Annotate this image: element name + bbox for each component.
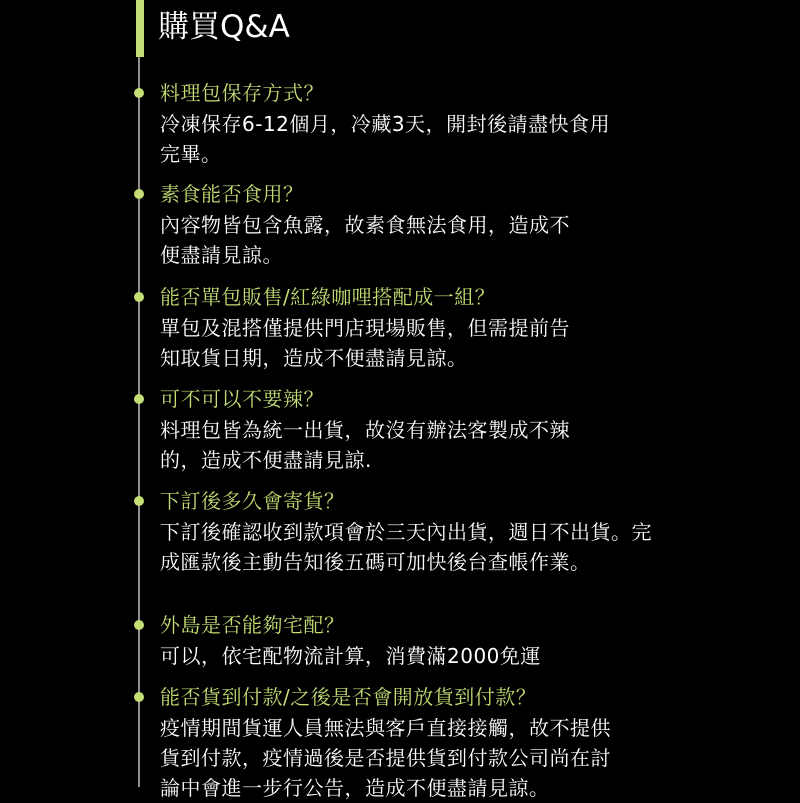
answer-line: 料理包皆為統一出貨，故沒有辦法客製成不辣 — [160, 418, 570, 442]
bullet-dot-icon — [134, 692, 144, 702]
bullet-dot-icon — [134, 496, 144, 506]
question-text: 外島是否能夠宅配？ — [160, 613, 345, 637]
bullet-dot-icon — [134, 292, 144, 302]
answer-line: 完畢。 — [160, 142, 222, 166]
question-text: 料理包保存方式？ — [160, 81, 324, 105]
question-text: 下訂後多久會寄貨？ — [160, 489, 345, 513]
answer-line: 可以，依宅配物流計算，消費滿2000免運 — [160, 644, 541, 668]
question-text: 可不可以不要辣？ — [160, 387, 324, 411]
answer-text — [160, 109, 610, 169]
bullet-dot-icon — [134, 189, 144, 199]
answer-line: 知取貨日期，造成不便盡請見諒。 — [160, 346, 468, 370]
answer-line: 單包及混搭僅提供門店現場販售，但需提前告 — [160, 316, 570, 340]
timeline-line — [138, 57, 140, 787]
question-text: 能否單包販售/紅綠咖哩搭配成一組？ — [160, 285, 496, 309]
answer-line: 冷凍保存6-12個月，冷藏3天，開封後請盡快食用 — [160, 112, 611, 136]
answer-text — [160, 313, 570, 373]
answer-text — [160, 641, 541, 671]
question-text: 素食能否食用？ — [160, 182, 304, 206]
answer-line: 論中會進一步行公告，造成不便盡請見諒。 — [160, 776, 550, 800]
page-title: 購買Q&A — [158, 9, 290, 45]
answer-line: 內容物皆包含魚露，故素食無法食用，造成不 — [160, 213, 570, 237]
bullet-dot-icon — [134, 88, 144, 98]
answer-line: 貨到付款，疫情過後是否提供貨到付款公司尚在討 — [160, 746, 611, 770]
answer-line: 成匯款後主動告知後五碼可加快後台查帳作業。 — [160, 550, 591, 574]
bullet-dot-icon — [134, 394, 144, 404]
question-text: 能否貨到付款/之後是否會開放貨到付款？ — [160, 685, 537, 709]
answer-line: 便盡請見諒。 — [160, 243, 283, 267]
answer-text — [160, 210, 570, 270]
answer-line: 疫情期間貨運人員無法與客戶直接接觸，故不提供 — [160, 716, 611, 740]
answer-line: 的，造成不便盡請見諒. — [160, 448, 372, 472]
answer-text — [160, 713, 611, 803]
title-accent-bar — [136, 0, 144, 57]
answer-text — [160, 415, 570, 475]
bullet-dot-icon — [134, 620, 144, 630]
answer-text — [160, 517, 652, 577]
answer-line: 下訂後確認收到款項會於三天內出貨，週日不出貨。完 — [160, 520, 652, 544]
